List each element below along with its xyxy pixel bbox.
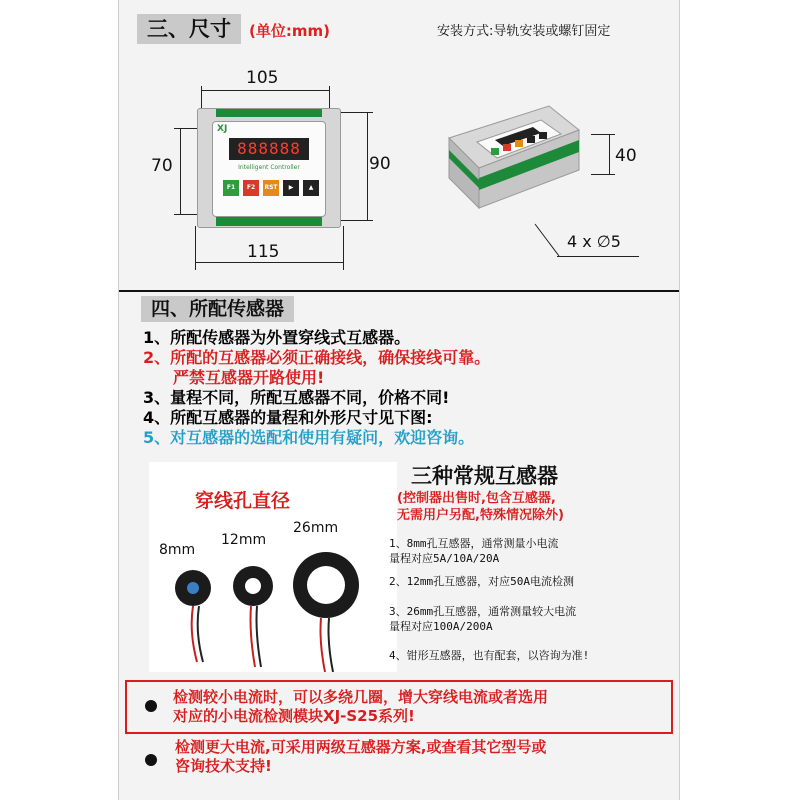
bullet-icon — [145, 700, 157, 712]
sensor-photo — [149, 462, 397, 672]
dim-tick — [195, 226, 196, 270]
list-item: 3、量程不同，所配互感器不同，价格不同! — [143, 388, 450, 407]
clamp-note: 4、钳形互感器，也有配套，以咨询为准! — [389, 649, 590, 662]
note-2-line2: 咨询技术支持! — [175, 757, 272, 775]
bullet-icon — [145, 754, 157, 766]
dim-right-height: 90 — [369, 154, 391, 174]
device-button-f2: F2 — [243, 180, 259, 196]
sensor-type-1-line1: 1、8mm孔互感器，通常测量小电流 — [389, 537, 559, 550]
note-2-line1: 检测更大电流,可采用两级互感器方案,或查看其它型号或 — [175, 738, 547, 756]
sensor-type-1-line2: 量程对应5A/10A/20A — [389, 552, 500, 565]
sensor-type-3 — [389, 604, 576, 634]
section3-header — [137, 14, 241, 44]
dim-holes: 4 x ∅5 — [567, 232, 621, 251]
dim-top-width: 105 — [246, 68, 279, 88]
sensor-wires — [149, 462, 397, 672]
leader-diagonal — [533, 222, 563, 262]
dim-bottom-width: 115 — [247, 242, 280, 262]
dim-line-left — [180, 128, 181, 214]
sensor-type-1 — [389, 536, 559, 566]
device-button-f1: F1 — [223, 180, 239, 196]
product-sheet — [118, 0, 680, 800]
note-box-1 — [125, 680, 673, 734]
list-item: 4、所配互感器的量程和外形尺寸见下图: — [143, 408, 433, 427]
dim-tick — [343, 226, 344, 270]
dim-tick — [341, 220, 373, 221]
terminal-strip-bottom — [216, 217, 322, 226]
dim-tick — [201, 86, 202, 110]
terminal-strip-top — [216, 109, 322, 117]
sensor-type-3-line2: 量程对应100A/200A — [389, 620, 493, 633]
size-26mm: 26mm — [293, 520, 339, 536]
device-subtitle: Intelligent Controller — [238, 164, 300, 171]
size-8mm: 8mm — [159, 542, 196, 558]
subnote-line-2: 无需用户另配,特殊情况除外) — [397, 508, 564, 523]
sensor-type-2 — [389, 574, 574, 589]
subnote-line-1: (控制器出售时,包含互感器, — [397, 491, 556, 506]
device-3d-view — [429, 96, 589, 236]
list-item: 严禁互感器开路使用! — [173, 368, 325, 387]
section3-title: 三、尺寸 — [147, 17, 231, 41]
section4-header — [141, 296, 294, 322]
sensors-heading: 三种常规互感器 — [411, 464, 558, 488]
note-2-text — [175, 738, 546, 776]
list-item: 1、所配传感器为外置穿线式互感器。 — [143, 328, 411, 347]
sensor-type-3-line1: 3、26mm孔互感器，通常测量较大电流 — [389, 605, 577, 618]
right-arrow-icon: ▶ — [283, 180, 299, 196]
device-front-view — [197, 108, 341, 228]
dim-line-bottom — [195, 262, 343, 263]
sensor-list — [143, 328, 490, 448]
device-display: 888888 — [229, 138, 309, 160]
device-faceplate — [212, 121, 326, 217]
list-item: 5、对互感器的选配和使用有疑问，欢迎咨询。 — [143, 428, 475, 447]
dim-tick — [591, 174, 615, 175]
size-12mm: 12mm — [221, 532, 267, 548]
unit-label: (单位:mm) — [249, 22, 330, 40]
dim-tick — [591, 134, 615, 135]
sensors-subnote — [397, 490, 564, 524]
dim-line-right — [367, 112, 368, 220]
device-button-rst: RST — [263, 180, 279, 196]
note-1-text — [173, 688, 548, 726]
dim-depth: 40 — [615, 146, 637, 166]
note-1-line1: 检测较小电流时，可以多绕几圈，增大穿线电流或者选用 — [173, 688, 549, 706]
note-box-2 — [125, 734, 673, 792]
dim-line-depth — [609, 134, 610, 174]
up-arrow-icon: ▲ — [303, 180, 319, 196]
list-item: 2、所配的互感器必须正确接线，确保接线可靠。 — [143, 348, 491, 367]
device-brand: XJ — [217, 124, 228, 134]
leader-line-holes — [557, 256, 639, 257]
section4-title: 四、所配传感器 — [151, 298, 285, 320]
note-1-line2: 对应的小电流检测模块XJ-S25系列! — [173, 707, 415, 725]
dim-left-height: 70 — [151, 156, 173, 176]
dim-tick — [329, 86, 330, 110]
dim-line-top — [201, 90, 329, 91]
sensor-type-2-line1: 2、12mm孔互感器，对应50A电流检测 — [389, 575, 574, 588]
section-divider — [119, 290, 679, 292]
mount-note: 安装方式:导轨安装或螺钉固定 — [437, 24, 611, 39]
hole-title: 穿线孔直径 — [195, 490, 291, 512]
dim-tick — [341, 112, 373, 113]
